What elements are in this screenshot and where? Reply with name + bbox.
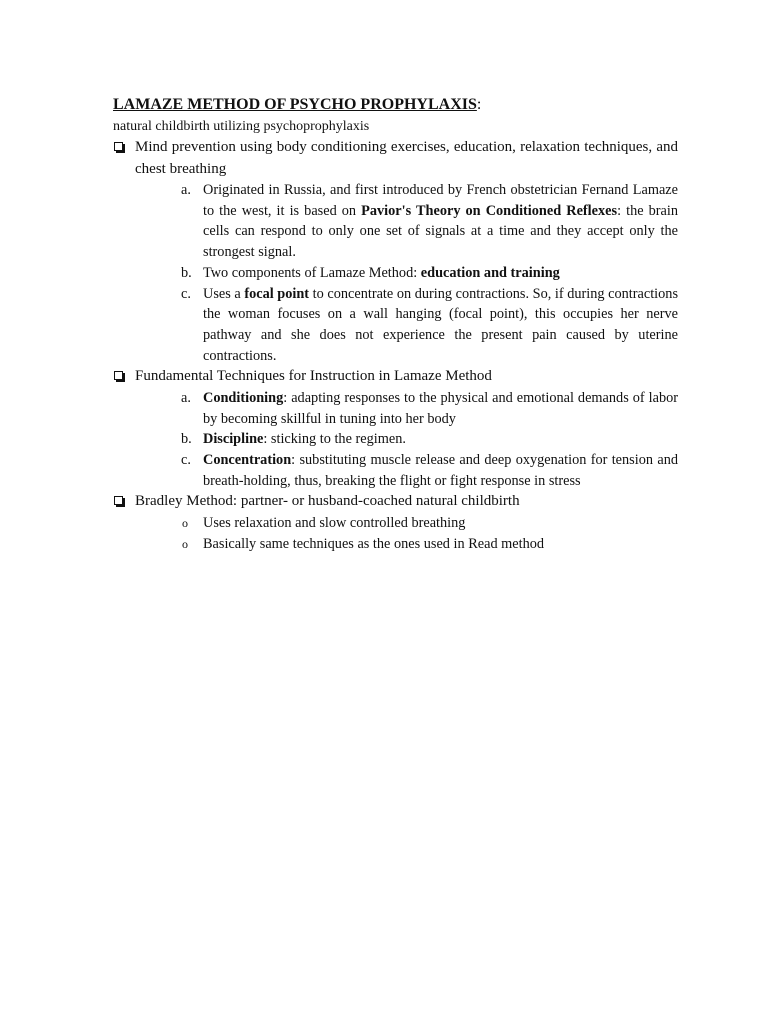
section-heading: Bradley Method: partner- or husband-coached natural childbirth xyxy=(135,493,520,510)
item-text: Uses relaxation and slow controlled breathing xyxy=(203,514,466,531)
list-item xyxy=(113,534,678,555)
list-item xyxy=(113,388,678,429)
page-subtitle: natural childbirth utilizing psychoprophylaxis xyxy=(113,119,370,134)
item-bold-text: Discipline xyxy=(203,431,264,448)
section-mind-prevention-list xyxy=(113,180,678,366)
item-text: Uses a xyxy=(203,285,245,302)
section-mind-prevention xyxy=(113,137,678,180)
list-item xyxy=(113,284,678,367)
item-text: Two components of Lamaze Method: xyxy=(203,264,421,281)
list-item xyxy=(113,263,678,284)
list-item xyxy=(113,429,678,450)
checkbox-bullet-icon xyxy=(114,496,123,505)
list-item xyxy=(113,180,678,263)
list-marker: c. xyxy=(181,285,191,302)
title-line xyxy=(113,94,678,116)
section-fundamental-techniques xyxy=(113,366,678,388)
list-marker: c. xyxy=(181,451,191,468)
item-bold-text: Concentration xyxy=(203,451,292,468)
section-heading: Mind prevention using body conditioning exercises, education, relaxation techniques, and chest breathing xyxy=(135,139,678,177)
circle-bullet-icon: o xyxy=(182,536,188,551)
checkbox-bullet-icon xyxy=(114,142,123,151)
item-bold-text: focal point xyxy=(244,285,310,302)
list-marker: a. xyxy=(181,389,191,406)
item-bold-text: Conditioning xyxy=(203,389,284,406)
section-bradley-method-list xyxy=(113,513,678,554)
item-bold-text: Pavior's Theory on Conditioned Reflexes xyxy=(361,202,618,219)
section-heading: Fundamental Techniques for Instruction in Lamaze Method xyxy=(135,368,492,385)
list-item xyxy=(113,450,678,491)
item-text-tail: : the brain cells can respond to only one set of signals at a time and they accept only the strongest signal. xyxy=(203,202,679,261)
page-title: LAMAZE METHOD OF PSYCHO PROPHYLAXIS xyxy=(113,96,477,113)
item-text-tail: : adapting responses to the physical and emotional demands of labor by becoming skillful in tuning into her body xyxy=(203,389,678,427)
list-marker: b. xyxy=(181,264,192,281)
list-item xyxy=(113,513,678,534)
list-marker: a. xyxy=(181,182,191,198)
item-text-tail: to concentrate on during contractions. So, if during contractions the woman focuses on a wall hanging (focal point), this occupies her nerve pathway and she does not experience the present pain caused by uterine contractions. xyxy=(203,285,679,364)
section-fundamental-techniques-list xyxy=(113,388,678,492)
document-page xyxy=(113,94,678,554)
item-text: Basically same techniques as the ones used in Read method xyxy=(203,535,545,552)
title-colon: : xyxy=(476,96,482,113)
circle-bullet-icon: o xyxy=(182,515,188,530)
item-text-tail: : substituting muscle release and deep oxygenation for tension and breath-holding, thus, breaking the flight or fight response in stress xyxy=(203,451,678,489)
checkbox-bullet-icon xyxy=(114,371,123,380)
section-bradley-method xyxy=(113,491,678,513)
item-text-tail: : sticking to the regimen. xyxy=(263,431,406,448)
list-marker: b. xyxy=(181,431,192,448)
item-text: Originated in Russia, and first introduced by French obstetrician Fernand Lamaze to the west, it is based on xyxy=(203,182,678,219)
item-bold-text: education and training xyxy=(420,264,560,281)
